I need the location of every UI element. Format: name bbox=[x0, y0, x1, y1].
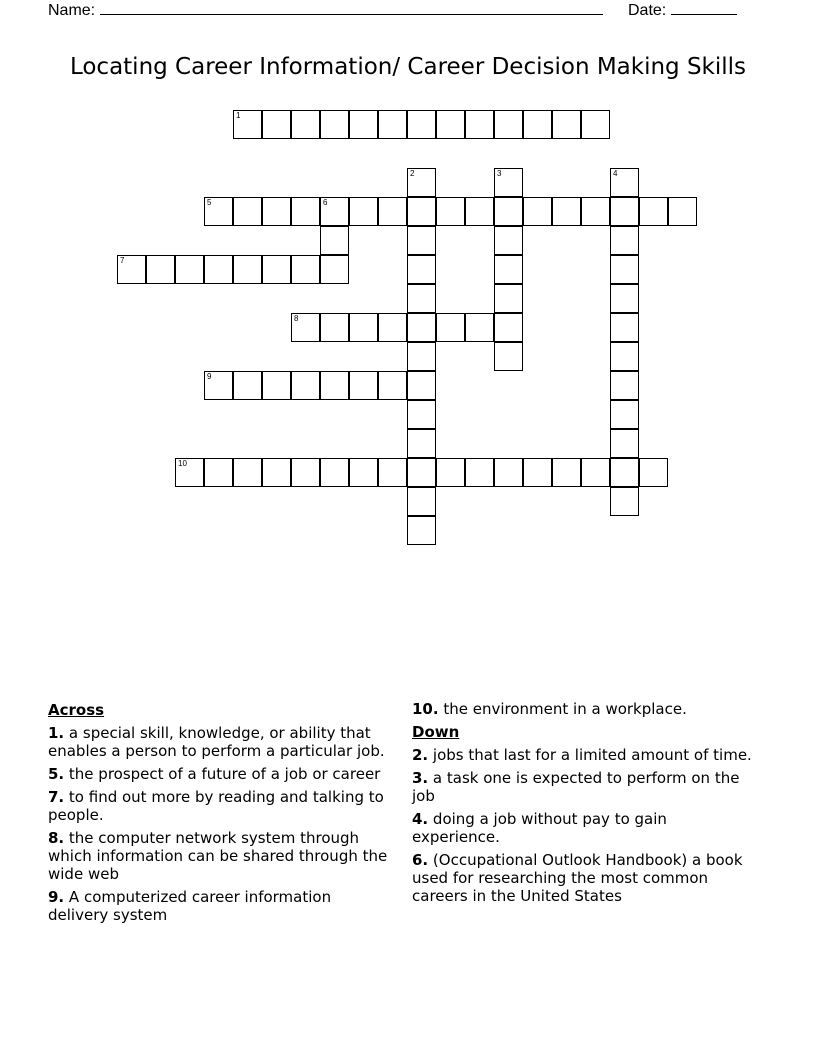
cell-input[interactable] bbox=[408, 198, 435, 225]
grid-cell[interactable] bbox=[407, 400, 436, 429]
grid-cell[interactable] bbox=[552, 197, 581, 226]
grid-cell[interactable] bbox=[349, 371, 378, 400]
cell-input[interactable] bbox=[495, 111, 522, 138]
cell-input[interactable] bbox=[321, 198, 348, 225]
cell-input[interactable] bbox=[408, 314, 435, 341]
grid-cell[interactable] bbox=[407, 226, 436, 255]
cell-input[interactable] bbox=[379, 459, 406, 486]
grid-cell[interactable] bbox=[610, 226, 639, 255]
grid-cell[interactable] bbox=[320, 313, 349, 342]
grid-cell[interactable] bbox=[610, 168, 639, 197]
cell-input[interactable] bbox=[524, 111, 551, 138]
cell-input[interactable] bbox=[582, 198, 609, 225]
grid-cell[interactable] bbox=[146, 255, 175, 284]
grid-cell[interactable] bbox=[204, 371, 233, 400]
grid-cell[interactable] bbox=[117, 255, 146, 284]
clue-text: to find out more by reading and talking to people. bbox=[48, 788, 384, 824]
cell-input[interactable] bbox=[234, 111, 261, 138]
grid-cell[interactable] bbox=[233, 458, 262, 487]
cell-input[interactable] bbox=[321, 459, 348, 486]
down-clue bbox=[412, 851, 752, 905]
cell-input[interactable] bbox=[495, 285, 522, 312]
clue-text: jobs that last for a limited amount of time. bbox=[432, 746, 752, 764]
grid-cell[interactable] bbox=[494, 110, 523, 139]
clue-text: the environment in a workplace. bbox=[443, 700, 687, 718]
cell-input[interactable] bbox=[611, 227, 638, 254]
across-clue bbox=[48, 724, 393, 760]
grid-cell[interactable] bbox=[320, 255, 349, 284]
cell-input[interactable] bbox=[582, 459, 609, 486]
cell-input[interactable] bbox=[611, 401, 638, 428]
grid-cell[interactable] bbox=[407, 284, 436, 313]
grid-cell[interactable] bbox=[610, 342, 639, 371]
cell-input[interactable] bbox=[408, 488, 435, 515]
across-clue bbox=[48, 829, 393, 883]
grid-cell[interactable] bbox=[378, 313, 407, 342]
cell-number: 5 bbox=[207, 198, 212, 207]
cell-input[interactable] bbox=[495, 198, 522, 225]
grid-cell[interactable] bbox=[494, 197, 523, 226]
cell-input[interactable] bbox=[553, 198, 580, 225]
cell-input[interactable] bbox=[408, 285, 435, 312]
across-clue bbox=[48, 788, 393, 824]
grid-cell[interactable] bbox=[610, 487, 639, 516]
grid-cell[interactable] bbox=[407, 342, 436, 371]
grid-cell[interactable] bbox=[291, 458, 320, 487]
cell-input[interactable] bbox=[350, 111, 377, 138]
grid-cell[interactable] bbox=[378, 371, 407, 400]
grid-cell[interactable] bbox=[436, 197, 465, 226]
grid-cell[interactable] bbox=[407, 516, 436, 545]
grid-cell[interactable] bbox=[407, 458, 436, 487]
cell-input[interactable] bbox=[263, 111, 290, 138]
cell-input[interactable] bbox=[321, 314, 348, 341]
cell-input[interactable] bbox=[640, 198, 667, 225]
grid-cell[interactable] bbox=[349, 313, 378, 342]
cell-input[interactable] bbox=[408, 430, 435, 457]
clue-number: 10. bbox=[412, 700, 439, 718]
cell-input[interactable] bbox=[408, 459, 435, 486]
cell-input[interactable] bbox=[292, 256, 319, 283]
grid-cell[interactable] bbox=[494, 168, 523, 197]
grid-cell[interactable] bbox=[320, 110, 349, 139]
clue-text: a task one is expected to perform on the job bbox=[412, 769, 740, 805]
grid-cell[interactable] bbox=[204, 197, 233, 226]
cell-input[interactable] bbox=[408, 227, 435, 254]
cell-input[interactable] bbox=[524, 198, 551, 225]
cell-input[interactable] bbox=[292, 372, 319, 399]
grid-cell[interactable] bbox=[639, 197, 668, 226]
cell-input[interactable] bbox=[379, 111, 406, 138]
cell-number: 9 bbox=[207, 372, 212, 381]
cell-input[interactable] bbox=[321, 227, 348, 254]
cell-input[interactable] bbox=[350, 314, 377, 341]
cell-input[interactable] bbox=[147, 256, 174, 283]
grid-cell[interactable] bbox=[262, 458, 291, 487]
clue-text: the computer network system through which information can be shared through the wide web bbox=[48, 829, 388, 883]
grid-cell[interactable] bbox=[291, 197, 320, 226]
grid-cell[interactable] bbox=[610, 197, 639, 226]
across-clue bbox=[48, 765, 393, 783]
grid-cell[interactable] bbox=[349, 458, 378, 487]
cell-input[interactable] bbox=[611, 488, 638, 515]
grid-cell[interactable] bbox=[378, 197, 407, 226]
cell-input[interactable] bbox=[234, 198, 261, 225]
across-clue bbox=[48, 888, 393, 924]
grid-cell[interactable] bbox=[552, 458, 581, 487]
cell-input[interactable] bbox=[582, 111, 609, 138]
page-title: Locating Career Information/ Career Decision Making Skills bbox=[69, 54, 747, 80]
grid-cell[interactable] bbox=[320, 226, 349, 255]
cell-input[interactable] bbox=[350, 459, 377, 486]
grid-cell[interactable] bbox=[291, 371, 320, 400]
grid-cell[interactable] bbox=[262, 371, 291, 400]
grid-cell[interactable] bbox=[291, 255, 320, 284]
cell-input[interactable] bbox=[495, 169, 522, 196]
cell-number: 7 bbox=[120, 256, 125, 265]
cell-input[interactable] bbox=[408, 372, 435, 399]
cell-input[interactable] bbox=[176, 459, 203, 486]
grid-cell[interactable] bbox=[436, 313, 465, 342]
cell-number: 4 bbox=[613, 169, 618, 178]
grid-cell[interactable] bbox=[233, 371, 262, 400]
grid-cell[interactable] bbox=[262, 255, 291, 284]
date-label: Date: bbox=[628, 2, 667, 19]
cell-number: 8 bbox=[294, 314, 299, 323]
cell-input[interactable] bbox=[408, 256, 435, 283]
grid-cell[interactable] bbox=[320, 197, 349, 226]
cell-input[interactable] bbox=[437, 459, 464, 486]
cell-input[interactable] bbox=[437, 198, 464, 225]
clue-text: A computerized career information delivery system bbox=[48, 888, 332, 924]
grid-cell[interactable] bbox=[668, 197, 697, 226]
cell-input[interactable] bbox=[553, 111, 580, 138]
cell-input[interactable] bbox=[234, 256, 261, 283]
grid-cell[interactable] bbox=[407, 487, 436, 516]
grid-cell[interactable] bbox=[639, 458, 668, 487]
clue-text: (Occupational Outlook Handbook) a book used for researching the most common careers in the United States bbox=[412, 851, 743, 905]
cell-input[interactable] bbox=[611, 343, 638, 370]
cell-input[interactable] bbox=[379, 314, 406, 341]
cell-number: 1 bbox=[236, 111, 241, 120]
grid-cell[interactable] bbox=[407, 255, 436, 284]
cell-input[interactable] bbox=[234, 372, 261, 399]
cell-input[interactable] bbox=[669, 198, 696, 225]
grid-cell[interactable] bbox=[610, 458, 639, 487]
clue-text: the prospect of a future of a job or career bbox=[68, 765, 381, 783]
cell-input[interactable] bbox=[495, 227, 522, 254]
cell-input[interactable] bbox=[611, 169, 638, 196]
grid-cell[interactable] bbox=[494, 313, 523, 342]
cell-input[interactable] bbox=[466, 314, 493, 341]
cell-input[interactable] bbox=[495, 314, 522, 341]
down-clue bbox=[412, 769, 752, 805]
cell-input[interactable] bbox=[292, 314, 319, 341]
cell-input[interactable] bbox=[408, 343, 435, 370]
grid-cell[interactable] bbox=[494, 284, 523, 313]
cell-input[interactable] bbox=[205, 459, 232, 486]
grid-cell[interactable] bbox=[523, 110, 552, 139]
grid-cell[interactable] bbox=[262, 197, 291, 226]
clue-number: 2. bbox=[412, 746, 429, 764]
cell-input[interactable] bbox=[437, 314, 464, 341]
cell-input[interactable] bbox=[408, 169, 435, 196]
grid-cell[interactable] bbox=[610, 255, 639, 284]
cell-number: 2 bbox=[410, 169, 415, 178]
cell-input[interactable] bbox=[350, 198, 377, 225]
grid-cell[interactable] bbox=[552, 110, 581, 139]
grid-cell[interactable] bbox=[407, 168, 436, 197]
down-clue bbox=[412, 746, 752, 764]
grid-cell[interactable] bbox=[175, 255, 204, 284]
cell-input[interactable] bbox=[611, 372, 638, 399]
grid-cell[interactable] bbox=[494, 226, 523, 255]
grid-cell[interactable] bbox=[291, 110, 320, 139]
cell-input[interactable] bbox=[611, 459, 638, 486]
clue-number: 5. bbox=[48, 765, 65, 783]
cell-input[interactable] bbox=[263, 198, 290, 225]
grid-cell[interactable] bbox=[204, 458, 233, 487]
cell-input[interactable] bbox=[263, 256, 290, 283]
cell-input[interactable] bbox=[263, 372, 290, 399]
clue-number: 3. bbox=[412, 769, 429, 787]
grid-cell[interactable] bbox=[465, 458, 494, 487]
clue-number: 7. bbox=[48, 788, 65, 806]
down-clue bbox=[412, 810, 752, 846]
grid-cell[interactable] bbox=[291, 313, 320, 342]
grid-cell[interactable] bbox=[465, 110, 494, 139]
grid-cell[interactable] bbox=[581, 110, 610, 139]
cell-input[interactable] bbox=[379, 372, 406, 399]
grid-cell[interactable] bbox=[320, 371, 349, 400]
grid-cell[interactable] bbox=[610, 284, 639, 313]
grid-cell[interactable] bbox=[407, 371, 436, 400]
cell-number: 10 bbox=[178, 459, 187, 468]
cell-input[interactable] bbox=[495, 256, 522, 283]
clues-right-column bbox=[412, 700, 752, 910]
grid-cell[interactable] bbox=[610, 313, 639, 342]
grid-cell[interactable] bbox=[494, 255, 523, 284]
cell-input[interactable] bbox=[408, 111, 435, 138]
cell-input[interactable] bbox=[118, 256, 145, 283]
cell-input[interactable] bbox=[292, 198, 319, 225]
grid-cell[interactable] bbox=[233, 255, 262, 284]
clue-number: 6. bbox=[412, 851, 429, 869]
clue-number: 9. bbox=[48, 888, 65, 906]
clues-left-column bbox=[48, 700, 393, 929]
grid-cell[interactable] bbox=[407, 197, 436, 226]
cell-input[interactable] bbox=[524, 459, 551, 486]
grid-cell[interactable] bbox=[378, 458, 407, 487]
clue-text: a special skill, knowledge, or ability that enables a person to perform a particular job. bbox=[48, 724, 385, 760]
cell-input[interactable] bbox=[321, 372, 348, 399]
cell-input[interactable] bbox=[611, 285, 638, 312]
across-clue bbox=[412, 700, 752, 718]
grid-cell[interactable] bbox=[407, 110, 436, 139]
grid-cell[interactable] bbox=[581, 197, 610, 226]
grid-cell[interactable] bbox=[436, 110, 465, 139]
cell-input[interactable] bbox=[466, 111, 493, 138]
grid-cell[interactable] bbox=[233, 197, 262, 226]
grid-cell[interactable] bbox=[610, 371, 639, 400]
cell-input[interactable] bbox=[205, 256, 232, 283]
grid-cell[interactable] bbox=[523, 458, 552, 487]
grid-cell[interactable] bbox=[378, 110, 407, 139]
grid-cell[interactable] bbox=[465, 197, 494, 226]
cell-input[interactable] bbox=[466, 459, 493, 486]
cell-input[interactable] bbox=[611, 256, 638, 283]
cell-input[interactable] bbox=[640, 459, 667, 486]
clue-number: 1. bbox=[48, 724, 65, 742]
cell-input[interactable] bbox=[495, 343, 522, 370]
grid-cell[interactable] bbox=[610, 400, 639, 429]
cell-input[interactable] bbox=[611, 314, 638, 341]
cell-input[interactable] bbox=[553, 459, 580, 486]
cell-input[interactable] bbox=[321, 256, 348, 283]
cell-input[interactable] bbox=[292, 459, 319, 486]
clue-number: 4. bbox=[412, 810, 429, 828]
grid-cell[interactable] bbox=[233, 110, 262, 139]
cell-input[interactable] bbox=[408, 401, 435, 428]
grid-cell[interactable] bbox=[581, 458, 610, 487]
grid-cell[interactable] bbox=[204, 255, 233, 284]
cell-input[interactable] bbox=[205, 372, 232, 399]
name-label: Name: bbox=[48, 2, 96, 19]
down-heading: Down bbox=[412, 723, 460, 741]
grid-cell[interactable] bbox=[262, 110, 291, 139]
grid-cell[interactable] bbox=[610, 429, 639, 458]
cell-input[interactable] bbox=[611, 430, 638, 457]
grid-cell[interactable] bbox=[494, 458, 523, 487]
cell-number: 6 bbox=[323, 198, 328, 207]
grid-cell[interactable] bbox=[523, 197, 552, 226]
clue-text: doing a job without pay to gain experience. bbox=[412, 810, 667, 846]
cell-input[interactable] bbox=[292, 111, 319, 138]
across-heading: Across bbox=[48, 701, 105, 719]
cell-input[interactable] bbox=[437, 111, 464, 138]
grid-cell[interactable] bbox=[175, 458, 204, 487]
cell-input[interactable] bbox=[350, 372, 377, 399]
grid-cell[interactable] bbox=[494, 342, 523, 371]
cell-input[interactable] bbox=[205, 198, 232, 225]
cell-input[interactable] bbox=[611, 198, 638, 225]
cell-input[interactable] bbox=[263, 459, 290, 486]
grid-cell[interactable] bbox=[320, 458, 349, 487]
cell-input[interactable] bbox=[495, 459, 522, 486]
cell-input[interactable] bbox=[379, 198, 406, 225]
cell-input[interactable] bbox=[466, 198, 493, 225]
grid-cell[interactable] bbox=[465, 313, 494, 342]
cell-number: 3 bbox=[497, 169, 502, 178]
grid-cell[interactable] bbox=[407, 429, 436, 458]
cell-input[interactable] bbox=[234, 459, 261, 486]
clue-number: 8. bbox=[48, 829, 65, 847]
cell-input[interactable] bbox=[321, 111, 348, 138]
grid-cell[interactable] bbox=[436, 458, 465, 487]
grid-cell[interactable] bbox=[349, 197, 378, 226]
cell-input[interactable] bbox=[408, 517, 435, 544]
grid-cell[interactable] bbox=[407, 313, 436, 342]
grid-cell[interactable] bbox=[349, 110, 378, 139]
cell-input[interactable] bbox=[176, 256, 203, 283]
